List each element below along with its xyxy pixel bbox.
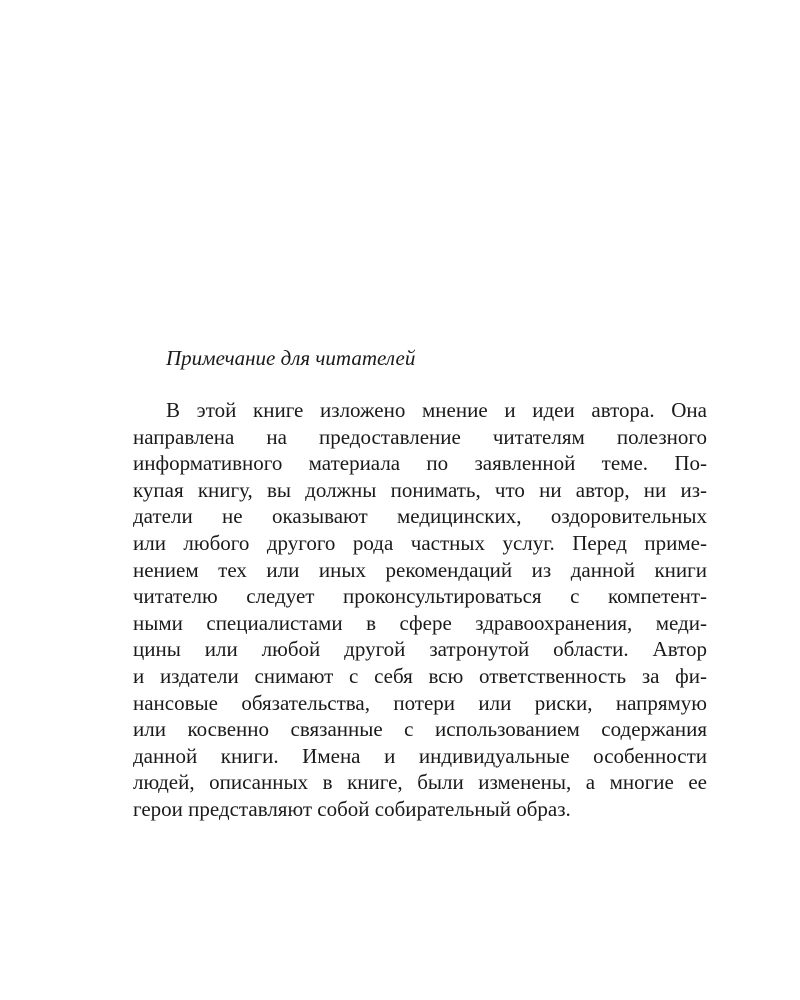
paragraph-line: купая книгу, вы должны понимать, что ни автор, ни из- [133,477,707,502]
paragraph-line: нением тех или иных рекомендаций из данной книги [133,557,707,582]
paragraph-line: или косвенно связанные с использованием содержания [133,717,707,742]
paragraph-line: цины или любой другой затронутой области. Автор [133,637,707,662]
note-paragraph [133,397,707,823]
paragraph-line: ными специалистами в сфере здравоохранения, меди- [133,610,707,635]
paragraph-line: датели не оказывают медицинских, оздоровительных [133,504,707,529]
paragraph-line: В этой книге изложено мнение и идеи автора. Она [166,398,707,422]
paragraph-line: читателю следует проконсультироваться с компетент- [133,584,707,609]
paragraph-line: направлена на предоставление читателям полезного [133,424,707,449]
paragraph-line: информативного материала по заявленной теме. По- [133,451,707,476]
paragraph-line: и издатели снимают с себя всю ответственность за фи- [133,663,707,688]
paragraph-line: или любого другого рода частных услуг. Перед приме- [133,530,707,555]
paragraph-line: герои представляют собой собирательный образ. [133,796,571,821]
paragraph-line: нансовые обязательства, потери или риски, напрямую [133,690,707,715]
paragraph-line: людей, описанных в книге, были изменены, а многие ее [133,770,707,795]
paragraph-line: данной книги. Имена и индивидуальные особенности [133,743,707,768]
note-title: Примечание для читателей [166,346,416,370]
